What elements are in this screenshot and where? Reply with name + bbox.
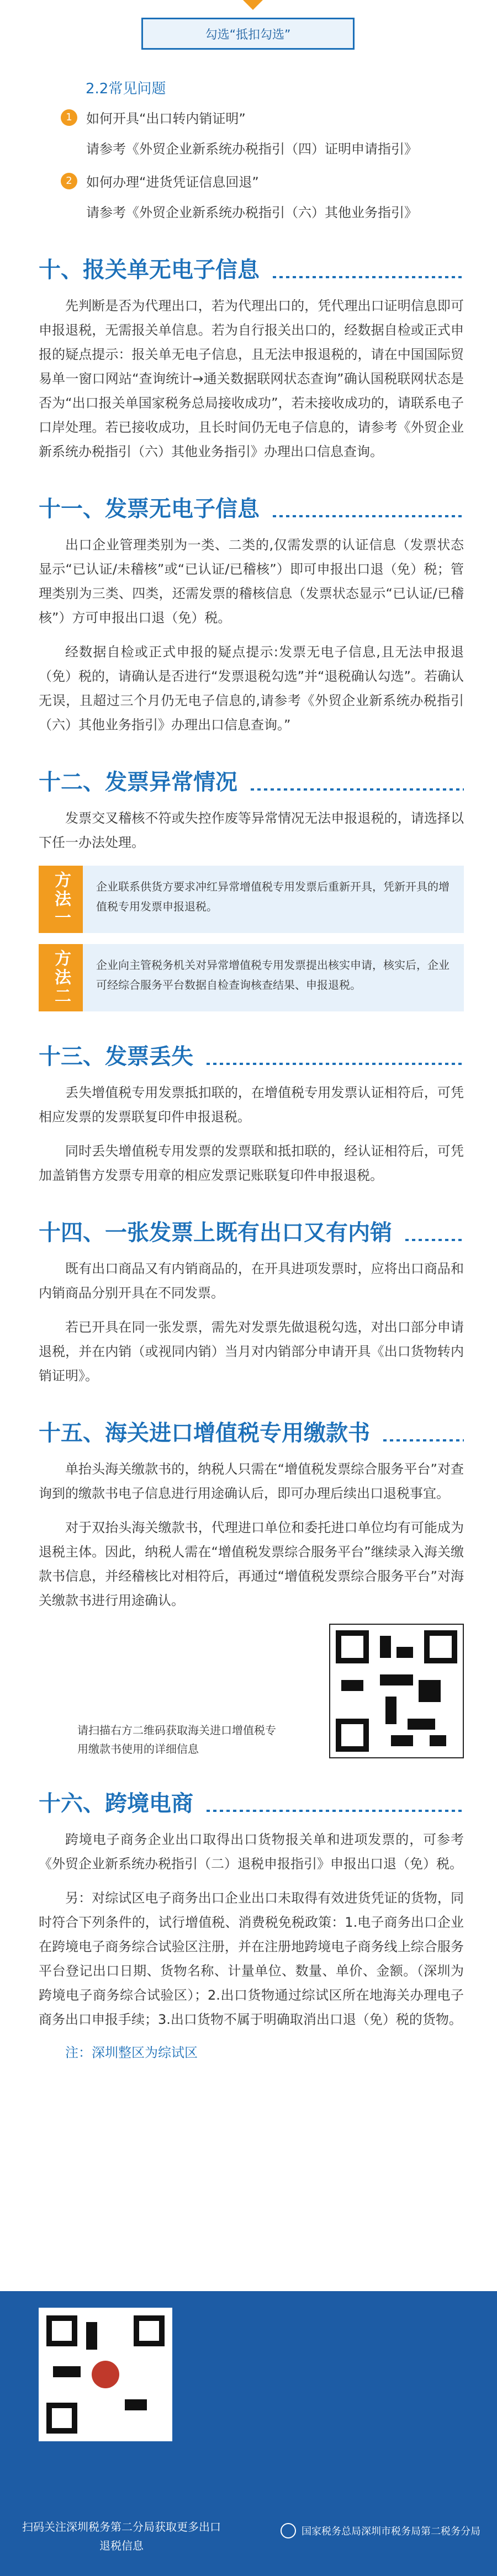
- method-box: [39, 944, 464, 1011]
- footer-org-name: 国家税务总局深圳市税务局第二税务分局: [302, 2526, 480, 2537]
- qr-caption: 请扫描右方二维码获取海关进口增值税专用缴款书使用的详细信息: [77, 1724, 276, 1756]
- section-title: 十、报关单无电子信息: [39, 252, 464, 284]
- paragraph: 丢失增值税专用发票抵扣联的，在增值税专用发票认证相符后，可凭相应发票的发票联复印件申报退税。: [39, 1085, 464, 1125]
- section-14: [39, 1215, 464, 1388]
- section-title: 十一、发票无电子信息: [39, 491, 464, 523]
- number-badge: 2: [61, 173, 77, 189]
- paragraph: 若已开具在同一张发票，需先对发票先做退税勾选，对出口部分申请退税，并在内销（或视同内销）当月对内销部分申请开具《出口货物转内销证明》。: [39, 1319, 464, 1384]
- faq-heading: 2.2常见问题: [86, 81, 166, 97]
- qr-code-icon[interactable]: [329, 1624, 464, 1758]
- flow-step-box: 勾选“抵扣勾选”: [141, 18, 355, 50]
- paragraph: 经数据自检或正式申报的疑点提示:发票无电子信息,且无法申报退（免）税的，请确认是否进行“发票退税勾选”并“退税确认勾选”。若确认无误，且超过三个月仍无电子信息的,请参考《外贸企业新系统办税指引（六）其他业务指引》办理出口信息查询。”: [39, 644, 464, 733]
- faq-question-text: 如何办理“进货凭证信息回退”: [86, 174, 259, 190]
- section-11: [39, 491, 464, 737]
- section-title: 十三、发票丢失: [39, 1039, 464, 1070]
- faq-question: [61, 171, 447, 190]
- paragraph: 出口企业管理类别为一类、二类的,仅需发票的认证信息（发票状态显示“已认证/未稽核”或“已认证/已稽核”）即可申报出口退（免）税；管理类别为三类、四类，还需发票的稽核信息（发票状态显示“已认证/已稽核”）方可申报出口退（免）税。: [39, 537, 464, 626]
- section-title: 十四、一张发票上既有出口又有内销: [39, 1215, 464, 1247]
- note-text: 注：深圳整区为综试区: [65, 2045, 198, 2060]
- method-text: 企业向主管税务机关对异常增值税专用发票提出核实申请，核实后，企业可经综合服务平台数据自检查询核查结果、申报退税。: [83, 944, 464, 1011]
- method-box: [39, 866, 464, 933]
- faq-question: [61, 108, 447, 127]
- method-label: 方法二: [39, 944, 83, 1011]
- method-label: 方法一: [39, 866, 83, 933]
- method-text: 企业联系供货方要求冲红异常增值税专用发票后重新开具，凭新开具的增值税专用发票申报退税。: [83, 866, 464, 933]
- section-13: [39, 1039, 464, 1188]
- section-title: 十五、海关进口增值税专用缴款书: [39, 1416, 464, 1447]
- paragraph: 发票交叉稽核不符或失控作废等异常情况无法申报退税的，请选择以下任一办法处理。: [39, 810, 464, 850]
- emblem-icon: [281, 2523, 296, 2538]
- section-title: 十二、发票异常情况: [39, 765, 464, 796]
- paragraph: 对于双抬头海关缴款书，代理进口单位和委托进口单位均有可能成为退税主体。因此，纳税人需在“增值税发票综合服务平台”继续录入海关缴款书信息，并经稽核比对相符后，再通过“增值税发票综合服务平台”对海关缴款书进行用途确认。: [39, 1520, 464, 1608]
- paragraph: 先判断是否为代理出口，若为代理出口的，凭代理出口证明信息即可申报退税，无需报关单信息。若为自行报关出口的，经数据自检或正式申报的疑点提示：报关单无电子信息，且无法申报退税的，请在中国国际贸易单一窗口网站“查询统计→通关数据联网状态查询”确认国税联网状态是否为“出口报关单国家税务总局接收成功”，若未接收成功的，请联系电子口岸处理。若已接收成功，且长时间仍无电子信息的，请参考《外贸企业新系统办税指引（六）其他业务指引》办理出口信息查询。: [39, 298, 464, 459]
- qr-code-icon[interactable]: [39, 2308, 172, 2441]
- down-arrow-icon: [243, 0, 263, 10]
- footer: [0, 2291, 497, 2576]
- paragraph: 同时丢失增值税专用发票的发票联和抵扣联的，经认证相符后，可凭加盖销售方发票专用章的相应发票记账联复印件申报退税。: [39, 1143, 464, 1183]
- paragraph: 单抬头海关缴款书的，纳税人只需在“增值税发票综合服务平台”对查询到的缴款书电子信息进行用途确认后，即可办理后续出口退税事宜。: [39, 1461, 464, 1501]
- qr-block: [39, 1624, 464, 1758]
- faq-list: [61, 108, 447, 225]
- footer-org: [281, 2523, 480, 2538]
- paragraph: 另：对综试区电子商务出口企业出口未取得有效进货凭证的货物，同时符合下列条件的，试行增值税、消费税免税政策：1.电子商务出口企业在跨境电子商务综合试验区注册，并在注册地跨境电子商务线上综合服务平台登记出口日期、货物名称、计量单位、数量、单价、金额。（深圳为跨境电子商务综合试验区）；2.出口货物通过综试区所在地海关办理电子商务出口申报手续；3.出口货物不属于明确取消出口退（免）税的货物。: [39, 1890, 464, 2027]
- section-10: [39, 252, 464, 464]
- section-15: [39, 1416, 464, 1758]
- paragraph: 既有出口商品又有内销商品的，在开具进项发票时，应将出口商品和内销商品分别开具在不同发票。: [39, 1261, 464, 1301]
- section-12: [39, 765, 464, 1011]
- number-badge: 1: [61, 109, 77, 126]
- faq-question-text: 如何开具“出口转内销证明”: [86, 111, 246, 126]
- section-16: [39, 1786, 464, 2061]
- footer-caption: 扫码关注深圳税务第二分局获取更多出口退税信息: [22, 2520, 221, 2552]
- section-title: 十六、跨境电商: [39, 1786, 464, 1817]
- paragraph: 跨境电子商务企业出口取得出口货物报关单和进项发票的，可参考《外贸企业新系统办税指引（二）退税申报指引》申报出口退（免）税。: [39, 1832, 464, 1872]
- faq-answer: 请参考《外贸企业新系统办税指引（四）证明申请指引》: [86, 141, 417, 157]
- faq-answer: 请参考《外贸企业新系统办税指引（六）其他业务指引》: [86, 205, 417, 220]
- content: [0, 55, 497, 2061]
